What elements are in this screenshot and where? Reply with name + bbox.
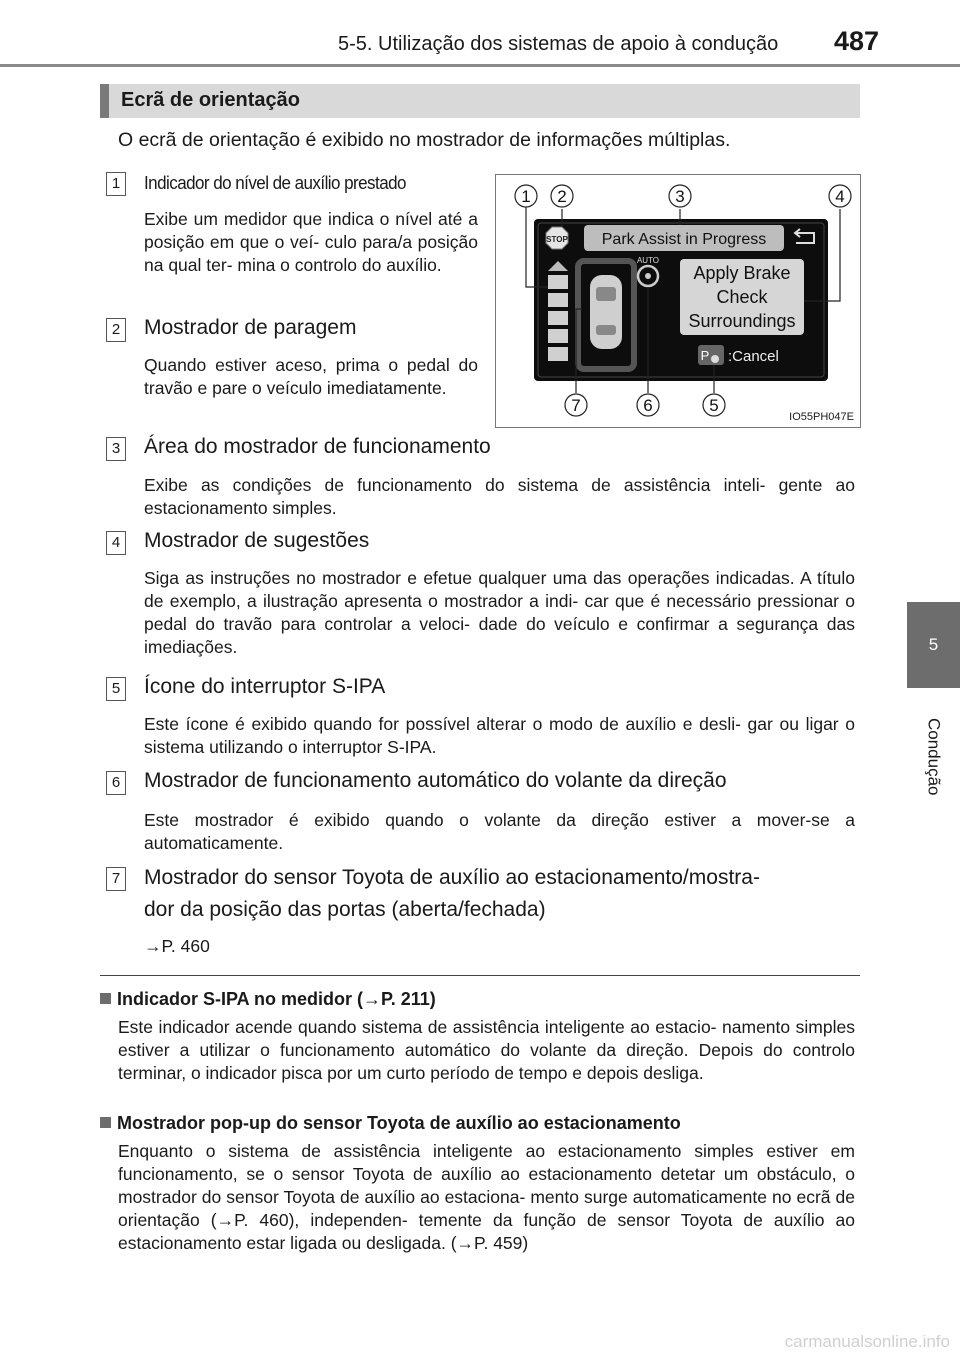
callout-4: 4 <box>835 187 845 206</box>
auto-label: AUTO <box>636 256 660 265</box>
callout-7: 7 <box>571 396 581 415</box>
guidance-screen-figure <box>495 174 861 428</box>
gauge-segment <box>548 275 568 289</box>
chapter-label: Condução <box>924 718 944 796</box>
item-title-1: Indicador do nível de auxílio prestado <box>144 172 406 193</box>
callout-3: 3 <box>675 187 685 206</box>
section-title: Ecrã de orientação <box>121 89 300 111</box>
item-number-4: 4 <box>106 531 126 555</box>
guidance-screen-illustration <box>496 175 860 427</box>
callout-1: 1 <box>521 187 531 206</box>
gauge-segment <box>548 347 568 361</box>
item-body-3: Exibe as condições de funcionamento do sistema de assistência inteli- gente ao estacionamento simples. <box>144 475 855 518</box>
square-bullet-icon <box>100 993 111 1004</box>
item-title-5: Ícone do interruptor S-IPA <box>144 675 386 698</box>
section-intro: O ecrã de orientação é exibido no mostrador de informações múltiplas. <box>118 129 731 151</box>
item-title-7-line-1: Mostrador do sensor Toyota de auxílio ao estacionamento/mostra- <box>144 866 760 889</box>
callout-5: 5 <box>709 396 719 415</box>
note-body-2: Enquanto o sistema de assistência inteligente ao estacionamento simples estiver em funcionamento, se o sensor Toyota de auxílio ao estacionamento detetar um obstáculo, o mostrador do sensor Toyota de auxílio ao estaciona- mento surge automaticamente no ecrã de orientação (→P. 460), independen- temente da função de sensor Toyota de auxílio ao estacionamento estar ligada ou desligada. (→P. 459) <box>118 1141 855 1253</box>
message-line-1: Apply Brake <box>693 263 791 283</box>
item-title-6: Mostrador de funcionamento automático do volante da direção <box>144 769 727 792</box>
notes-divider <box>100 975 860 976</box>
item-body-2: Quando estiver aceso, prima o pedal do travão e pare o veículo imediatamente. <box>144 355 478 398</box>
item-number-3: 3 <box>106 437 126 461</box>
page-number: 487 <box>834 26 880 56</box>
cancel-label: :Cancel <box>728 348 779 365</box>
message-line-2: Check <box>716 287 768 307</box>
item-title-2: Mostrador de paragem <box>144 316 357 339</box>
chapter-tab: 5 <box>907 602 960 688</box>
vehicle-icon <box>590 275 622 349</box>
item-number-7: 7 <box>106 867 126 891</box>
banner-text: Park Assist in Progress <box>601 231 767 248</box>
figure-code: IO55PH047E <box>789 411 854 423</box>
item-number-1: 1 <box>106 172 126 196</box>
header-section-title: 5-5. Utilização dos sistemas de apoio à condução <box>338 33 779 55</box>
header-rule <box>0 64 960 67</box>
gauge-segment <box>548 293 568 307</box>
square-bullet-icon <box>100 1117 111 1128</box>
callout-6: 6 <box>643 396 653 415</box>
callout-2: 2 <box>557 187 567 206</box>
item-body-1: Exibe um medidor que indica o nível até a posição em que o veí- culo para/a posição na qual ter- mina o controlo do auxílio. <box>144 209 478 275</box>
item-number-2: 2 <box>106 318 126 342</box>
item-body-4: Siga as instruções no mostrador e efetue qualquer uma das operações indicadas. A título de exemplo, a ilustração apresenta o mostrador a indi- car que é necessário pressionar o pedal do travão para controlar a veloci- dade do veículo e confirmar a segurança das imediações. <box>144 568 855 657</box>
item-title-7-line-2: dor da posição das portas (aberta/fechada) <box>144 898 546 921</box>
p-label: P <box>700 348 710 363</box>
item-body-5: Este ícone é exibido quando for possível alterar o modo de auxílio e desli- gar ou ligar o sistema utilizando o interruptor S-IPA. <box>144 714 855 757</box>
note-heading-2: Mostrador pop-up do sensor Toyota de auxílio ao estacionamento <box>100 1113 681 1134</box>
gauge-segment <box>548 329 568 343</box>
message-line-3: Surroundings <box>688 311 796 331</box>
item-body-7-reference: →P. 460 <box>144 936 210 956</box>
item-title-4: Mostrador de sugestões <box>144 529 370 552</box>
section-heading-bar <box>100 84 860 118</box>
note-heading-1: Indicador S-IPA no medidor (→P. 211) <box>100 989 436 1010</box>
item-number-6: 6 <box>106 771 126 795</box>
watermark: carmanualsonline.info <box>784 1332 950 1351</box>
item-title-3: Área do mostrador de funcionamento <box>144 435 491 458</box>
item-number-5: 5 <box>106 677 126 701</box>
item-body-6: Este mostrador é exibido quando o volante da direção estiver a mover-se a automaticamente. <box>144 810 855 853</box>
stop-label: STOP <box>546 235 568 244</box>
note-body-1: Este indicador acende quando sistema de assistência inteligente ao estacio- namento simples estiver a utilizar o funcionamento automático do volante da direção. Depois do controlo terminar, o indicador pisca por um curto período de tempo e depois desliga. <box>118 1017 855 1083</box>
gauge-segment <box>548 311 568 325</box>
